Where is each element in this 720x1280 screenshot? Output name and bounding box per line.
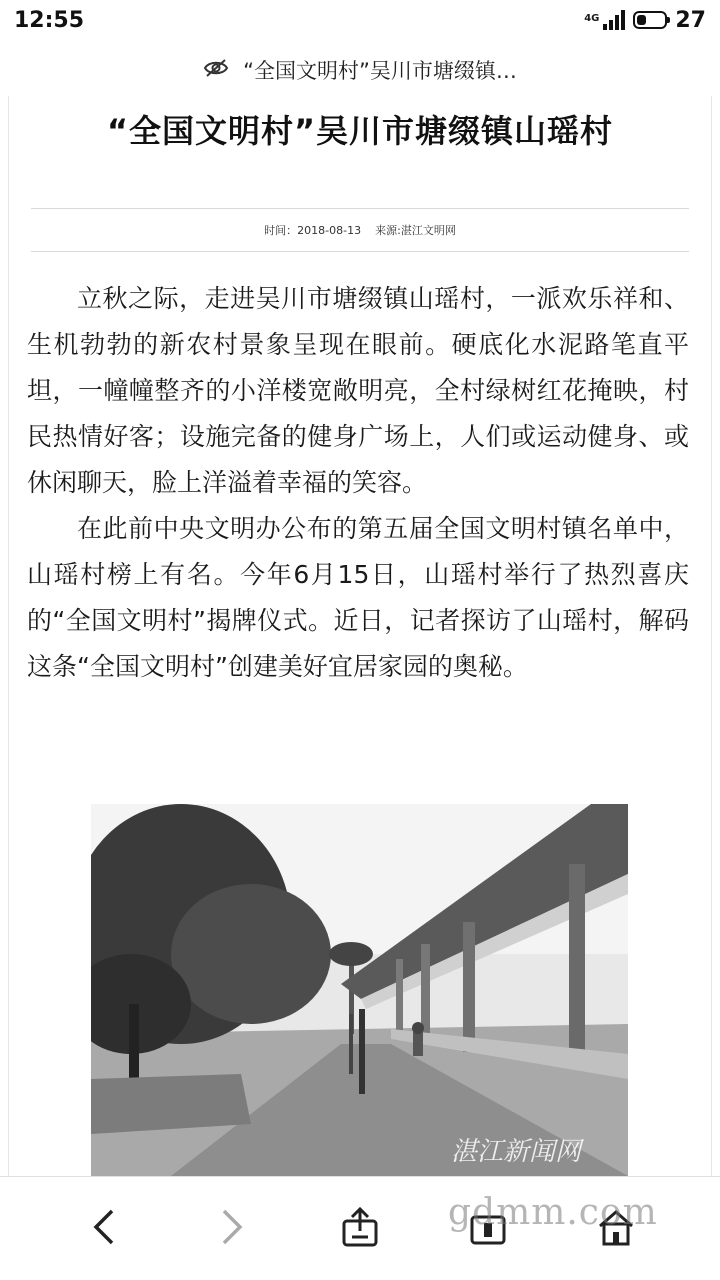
share-button[interactable]: [330, 1199, 390, 1259]
eye-off-icon: [203, 58, 229, 82]
share-icon: [341, 1207, 379, 1251]
forward-button[interactable]: [202, 1199, 262, 1259]
article-meta: [31, 208, 689, 252]
status-icons: [584, 8, 706, 33]
address-bar[interactable]: [0, 44, 720, 96]
page-title-url: “全国文明村”吴川市塘缀镇…: [243, 59, 517, 83]
network-type: 4G: [584, 12, 600, 24]
article-photo[interactable]: [91, 804, 628, 1176]
site-watermark: gdmm.com: [448, 1192, 658, 1233]
battery-fill: [637, 15, 646, 25]
article-content: [8, 96, 712, 1176]
battery-percent: 27: [675, 7, 706, 33]
article-paragraph: 在此前中央文明办公布的第五届全国文明村镇名单中，山瑶村榜上有名。今年6月15日，山瑶村举行了热烈喜庆的“全国文明村”揭牌仪式。近日，记者探访了山瑶村，解码这条“全国文明村”创建美好宜居家园的奥秘。: [27, 514, 689, 681]
chevron-left-icon: [90, 1209, 118, 1249]
article-source: 来源:湛江文明网: [375, 224, 456, 237]
article-paragraph: 立秋之际，走进吴川市塘缀镇山瑶村，一派欢乐祥和、生机勃勃的新农村景象呈现在眼前。硬底化水泥路笔直平坦，一幢幢整齐的小洋楼宽敞明亮，全村绿树红花掩映，村民热情好客；设施完备的健身广场上，人们或运动健身、或休闲聊天，脸上洋溢着幸福的笑容。: [27, 284, 689, 497]
status-time: 12:55: [14, 7, 85, 33]
article-title: “全国文明村”吴川市塘缀镇山瑶村: [106, 112, 614, 150]
battery-icon: [633, 11, 667, 29]
signal-icon: [603, 10, 625, 30]
chevron-right-icon: [218, 1209, 246, 1249]
back-button[interactable]: [74, 1199, 134, 1259]
photo-watermark: 湛江新闻网: [451, 1137, 582, 1167]
article-time: 时间：2018-08-13: [264, 224, 362, 237]
status-bar: [0, 0, 720, 40]
